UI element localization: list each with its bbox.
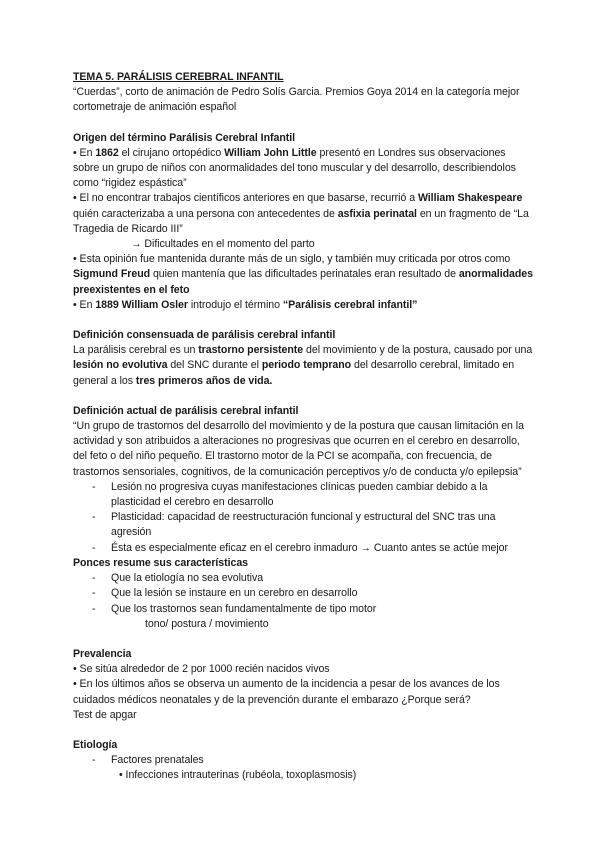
current-definition-list (73, 480, 533, 556)
consensus-heading: Definición consensuada de parálisis cerebral infantil (73, 329, 336, 342)
list-item: - Lesión no progresiva cuyas manifestaciones clínicas pueden cambiar debido a la plasticidad el cerebro en desarrollo (73, 480, 533, 510)
origin-arrow-note: → Dificultades en el momento del parto (131, 238, 315, 251)
etiology-list (73, 753, 533, 768)
document-page (73, 70, 533, 784)
prevalence-note: Test de apgar (73, 708, 137, 721)
intro-text: “Cuerdas”, corto de animación de Pedro Solís Garcia. Premios Goya 2014 en la categoría mejor cortometraje de animación español (73, 86, 520, 114)
etiology-heading: Etiología (73, 738, 118, 751)
list-item: - Que la lesión se instaure en un cerebro en desarrollo (73, 586, 533, 601)
ponces-continuation: tono/ postura / movimiento (145, 617, 269, 630)
list-item: - Que los trastornos sean fundamentalmente de tipo motor (73, 602, 533, 617)
list-item: - Ésta es especialmente eficaz en el cerebro inmaduro → Cuanto antes se actúe mejor (73, 541, 533, 556)
origin-heading: Origen del término Parálisis Cerebral Infantil (73, 131, 296, 144)
etiology-sub-bullet: • Infecciones intrauterinas (rubéola, toxoplasmosis) (119, 769, 357, 782)
prevalence-bullet-1: • Se sitúa alrededor de 2 por 1000 recién nacidos vivos (73, 663, 330, 676)
current-definition-heading: Definición actual de parálisis cerebral infantil (73, 404, 299, 417)
current-definition-quote: “Un grupo de trastornos del desarrollo del movimiento y de la postura que causan limitación en la actividad y son atribuidos a alteraciones no progresivas que ocurren en el cerebro en desarrollo, del feto o del niño pequeño. El trastorno motor de la PCI se acompaña, con frecuencia, de trastornos sensoriales, cognitivos, de la comunicación perceptivos y/o de conducta y/o epilepsia” (73, 420, 524, 478)
list-item: - Factores prenatales (73, 753, 533, 768)
ponces-list (73, 571, 533, 617)
ponces-heading: Ponces resume sus características (73, 556, 249, 569)
origin-paragraph-1: • En 1862 el cirujano ortopédico William John Little presentó en Londres sus observaciones sobre un grupo de niños con anormalidades del tono muscular y del desarrollo, describiendolos como “rigidez espástica” (73, 146, 516, 190)
prevalence-heading: Prevalencia (73, 647, 132, 660)
prevalence-bullet-2: • En los últimos años se observa un aumento de la incidencia a pesar de los avances de los cuidados médicos neonatales y de la prevención durante el embarazo ¿Porque será? (73, 678, 500, 706)
origin-paragraph-4: • En 1889 William Osler introdujo el término “Parálisis cerebral infantil” (73, 298, 418, 311)
origin-paragraph-3: • Esta opinión fue mantenida durante más de un siglo, y también muy criticada por otros como Sigmund Freud quien mantenía que las dificultades perinatales eran resultado de anormalidades preexistentes en el feto (73, 253, 533, 296)
consensus-paragraph: La parálisis cerebral es un trastorno persistente del movimiento y de la postura, causado por una lesión no evolutiva del SNC durante el periodo temprano del desarrollo cerebral, limitado en general a los tres primeros años de vida. (73, 344, 533, 387)
origin-paragraph-2: • El no encontrar trabajos científicos anteriores en que basarse, recurrió a William Shakespeare quién caracterizaba a una persona con antecedentes de asfixia perinatal en un fragmento de “La Tragedia de Ricardo III” (73, 192, 529, 235)
list-item: - Plasticidad: capacidad de reestructuración funcional y estructural del SNC tras una agresión (73, 510, 533, 540)
list-item: - Que la etiología no sea evolutiva (73, 571, 533, 586)
page-title: TEMA 5. PARÁLISIS CEREBRAL INFANTIL (73, 71, 284, 83)
